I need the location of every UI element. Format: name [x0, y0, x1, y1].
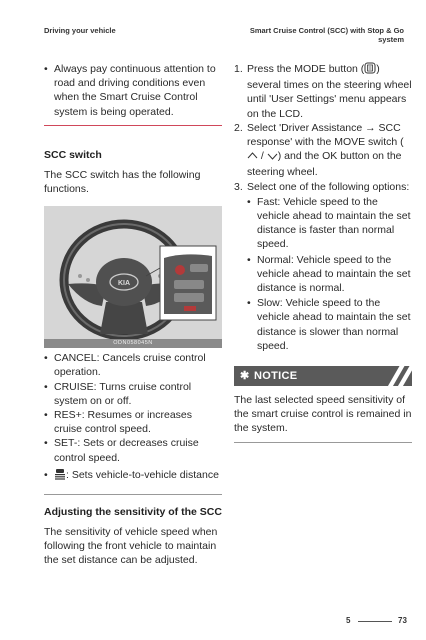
step-3: 3. Select one of the following options: • Fast: Vehicle speed to the vehicle ahead to maintain the set distance is faster than normal speed. • Normal: Vehicle speed to the vehicle ahead to maintain the set distance is normal. • Slow: Vehicle speed to the vehicle ahead to maintain the set distance is slower than normal speed. — [234, 180, 412, 353]
function-cruise: • CRUISE: Turns cruise control system on or off. — [44, 380, 222, 408]
svg-text:KIA: KIA — [117, 280, 131, 288]
notice-divider — [234, 442, 412, 443]
sensitivity-heading: Adjusting the sensitivity of the SCC — [44, 506, 222, 519]
sensitivity-text: The sensitivity of vehicle speed when following the front vehicle to maintain the set distance can be adjusted. — [44, 526, 218, 567]
intro-bullet: • Always pay continuous attention to road and driving conditions even when the Smart Cruise Control system is being operated. — [44, 62, 222, 119]
function-distance-text: : Sets vehicle-to-vehicle distance — [66, 468, 219, 481]
step-2-prefix: Select 'Driver Assistance → SCC response' with the MOVE switch ( — [247, 121, 404, 149]
page-header-right: Smart Cruise Control (SCC) with Stop & Go system — [249, 26, 404, 44]
function-distance — [44, 468, 222, 484]
function-cancel: • CANCEL: Cancels cruise control operation. — [44, 351, 222, 379]
footer-section-number: 5 — [346, 616, 351, 625]
section-divider — [44, 125, 222, 126]
steering-wheel-figure — [44, 206, 222, 348]
option-fast: • Fast: Vehicle speed to the vehicle ahead to maintain the set distance is faster than normal speed. — [247, 195, 412, 252]
step-1-prefix: Press the MODE button ( — [247, 63, 365, 75]
vehicle-distance-icon — [54, 468, 66, 484]
notice-banner — [234, 366, 412, 386]
step-2-separator: / — [258, 150, 267, 163]
scc-function-list — [44, 351, 222, 484]
scc-switch-heading: SCC switch — [44, 148, 102, 161]
notice-star-icon: ✱ — [240, 370, 250, 383]
mode-button-icon — [364, 62, 376, 78]
option-slow: • Slow: Vehicle speed to the vehicle ahead to maintain the set distance is slower than normal speed. — [247, 296, 412, 353]
page-header-left: Driving your vehicle — [44, 26, 116, 35]
function-res: • RES+: Resumes or increases cruise control speed. — [44, 408, 222, 436]
scc-switch-text: The SCC switch has the following functions. — [44, 168, 201, 196]
figure-caption: ODN058045N — [44, 339, 222, 348]
footer-page-number: 73 — [398, 616, 407, 625]
step-3-text: Select one of the following options: — [247, 180, 410, 193]
step-1-suffix: ) several times on the steering wheel until 'User Settings' menu appears on the LCD. — [247, 63, 412, 120]
footer-divider — [358, 621, 392, 622]
chevron-up-icon — [247, 151, 258, 165]
settings-steps — [234, 62, 412, 353]
steering-wheel-illustration — [44, 206, 222, 348]
left-column — [44, 62, 222, 568]
right-column — [234, 62, 412, 443]
step-1: 1. Press the MODE button ( ) several times on the steering wheel until 'User Settings' menu appears on the LCD. — [234, 63, 412, 120]
sensitivity-options — [247, 195, 412, 353]
notice-label: NOTICE — [254, 370, 298, 383]
step-2-suffix: ) and the OK button on the steering wheel. — [247, 150, 402, 179]
step-2: 2. Select 'Driver Assistance → SCC response' with the MOVE switch ( / ) and the OK button on the steering wheel. — [234, 121, 404, 179]
intro-list — [44, 62, 222, 119]
section-divider-2 — [44, 494, 222, 495]
function-set: • SET-: Sets or decreases cruise control speed. — [44, 436, 222, 464]
notice-text: The last selected speed sensitivity of the smart cruise control is remained in the system. — [234, 394, 412, 435]
option-normal: • Normal: Vehicle speed to the vehicle ahead to maintain the set distance is normal. — [247, 253, 412, 296]
chevron-down-icon — [267, 151, 278, 165]
